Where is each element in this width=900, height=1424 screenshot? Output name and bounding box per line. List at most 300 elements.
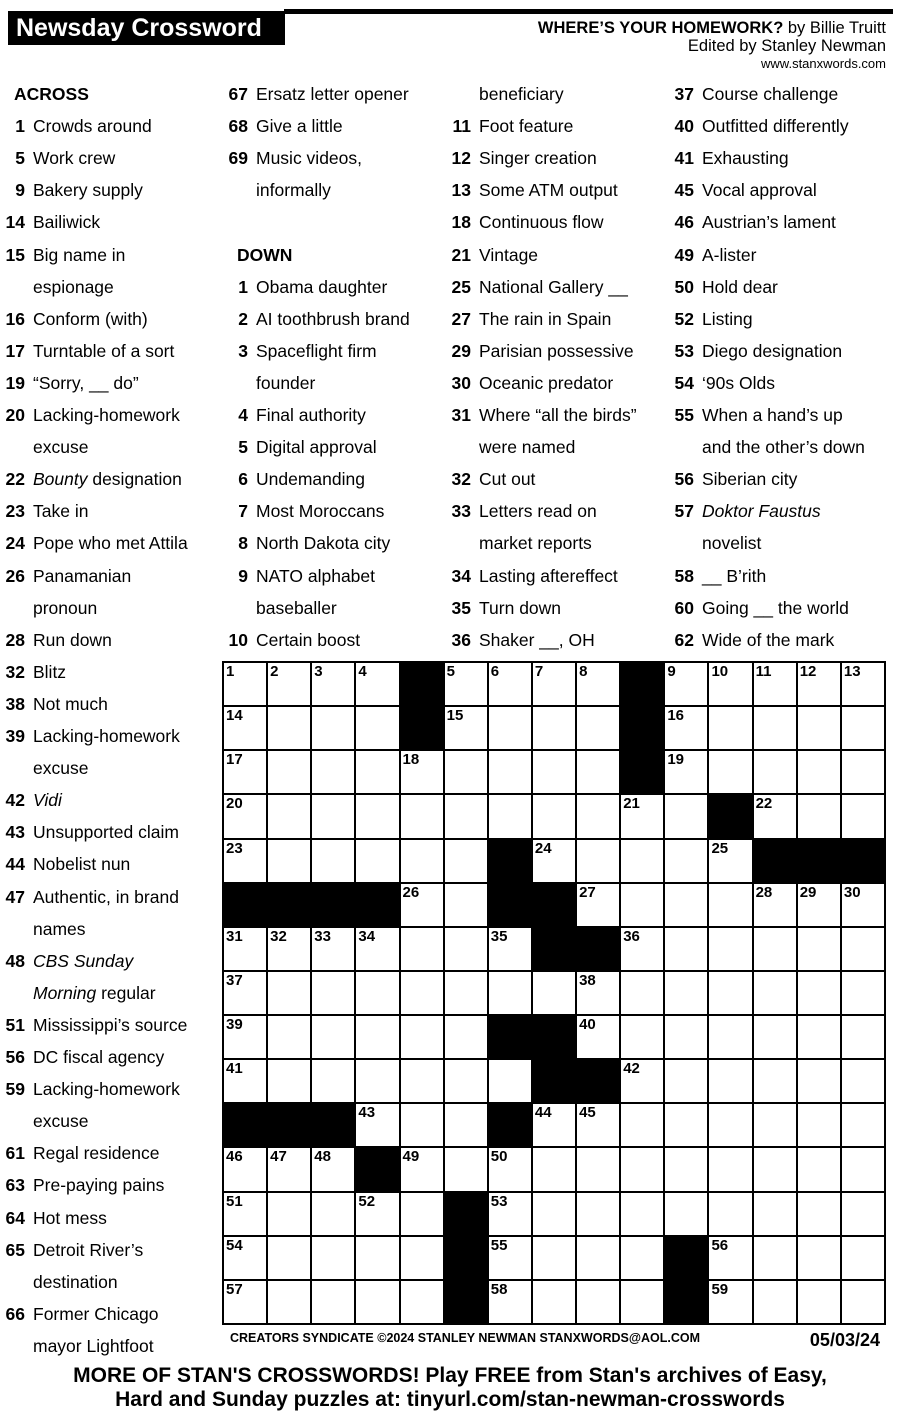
grid-cell[interactable] [842,795,884,837]
clue-number: 57 [674,501,694,522]
clue-text [479,598,561,618]
clue-number: 61 [5,1143,25,1164]
grid-cell[interactable] [356,1193,398,1235]
clue-text-plain: beneficiary [479,84,564,104]
clue-text [479,116,573,136]
clue-number: 9 [238,565,248,586]
grid-cell[interactable] [224,1281,266,1323]
grid-cell[interactable] [577,663,619,705]
grid-cell[interactable] [312,663,354,705]
grid-cell[interactable] [312,1281,354,1323]
grid-cell[interactable] [709,928,751,970]
grid-cell[interactable] [268,1281,310,1323]
grid-cell[interactable] [533,663,575,705]
grid-cell[interactable] [665,751,707,793]
grid-cell[interactable] [268,1237,310,1279]
grid-cell[interactable] [754,1281,796,1323]
grid-cell[interactable] [842,1016,884,1058]
grid-cell[interactable] [798,1193,840,1235]
grid-cell[interactable] [224,1193,266,1235]
clue-text-plain: Big name in [33,244,126,265]
grid-cell[interactable] [842,928,884,970]
grid-cell[interactable] [621,972,663,1014]
clue-text [33,1015,187,1035]
grid-cell[interactable] [709,1193,751,1235]
grid-cell[interactable] [577,840,619,882]
clue-number: 7 [238,501,248,522]
clue-text-italic: Morning [33,982,97,1003]
grid-cell[interactable] [489,972,531,1014]
grid-cell[interactable] [312,928,354,970]
grid-cell[interactable] [356,1281,398,1323]
clue-text [256,437,377,457]
grid-cell[interactable] [665,1193,707,1235]
grid-cell[interactable] [268,928,310,970]
clue-number: 11 [452,116,471,137]
grid-cell[interactable] [445,1016,487,1058]
clue-text-plain: Lacking-homework [33,726,180,746]
grid-cell[interactable] [401,795,443,837]
grid-cell[interactable] [798,1016,840,1058]
grid-cell[interactable] [356,840,398,882]
grid-cell-black [356,884,398,926]
grid-cell-black [798,840,840,882]
clue-number: 5 [238,437,248,458]
grid-cell[interactable] [312,1148,354,1190]
grid-cell-black [577,928,619,970]
cell-number: 51 [226,1192,243,1210]
cell-number: 37 [226,971,243,989]
grid-cell[interactable] [665,1148,707,1190]
grid-cell[interactable] [224,663,266,705]
clue-text-plain: The rain in Spain [479,308,612,329]
grid-cell[interactable] [754,1016,796,1058]
grid-cell[interactable] [798,1104,840,1146]
grid-cell[interactable] [533,707,575,749]
grid-cell[interactable] [312,1016,354,1058]
cell-number: 53 [490,1192,508,1210]
grid-cell[interactable] [842,1193,884,1235]
grid-cell[interactable] [445,1104,487,1146]
grid-cell[interactable] [489,1148,531,1190]
grid-cell[interactable] [754,663,796,705]
grid-cell[interactable] [798,751,840,793]
grid-cell[interactable] [401,972,443,1014]
grid-cell[interactable] [224,1237,266,1279]
grid-cell[interactable] [577,707,619,749]
grid-cell[interactable] [312,795,354,837]
clue-number: 32 [5,661,25,682]
clue-text-plain: National Gallery __ [479,276,628,297]
grid-cell[interactable] [356,663,398,705]
clue-number: 8 [238,533,248,554]
grid-cell[interactable] [709,840,751,882]
grid-cell[interactable] [709,972,751,1014]
grid-cell[interactable] [842,972,884,1014]
cell-number: 44 [534,1104,552,1122]
grid-cell[interactable] [754,795,796,837]
grid-cell[interactable] [533,972,575,1014]
grid-cell-black [621,707,663,749]
grid-cell[interactable] [621,928,663,970]
cell-number: 47 [270,1148,287,1166]
grid-cell[interactable] [621,1281,663,1323]
grid-cell[interactable] [842,884,884,926]
grid-cell[interactable] [754,1104,796,1146]
clue-text [33,1240,143,1260]
grid-cell[interactable] [356,707,398,749]
grid-cell[interactable] [577,972,619,1014]
grid-cell[interactable] [401,1104,443,1146]
grid-cell[interactable] [268,972,310,1014]
grid-cell[interactable] [401,928,443,970]
grid-cell[interactable] [798,707,840,749]
clue-text-plain: novelist [702,533,762,554]
clue-text [479,84,564,104]
grid-cell[interactable] [356,1016,398,1058]
grid-cell[interactable] [489,1060,531,1102]
grid-cell[interactable] [224,1148,266,1190]
grid-cell[interactable] [665,1016,707,1058]
section-heading: ACROSS [14,84,89,104]
grid-cell[interactable] [621,884,663,926]
clue-text [33,694,108,714]
grid-cell[interactable] [709,751,751,793]
clue-text-plain: Hold dear [702,276,778,297]
clue-text-plain: Turn down [479,597,562,618]
clue-text-plain: Continuous flow [479,212,604,233]
clue-text [702,501,821,521]
grid-cell-black [312,884,354,926]
clue-text-plain: Former Chicago [33,1303,159,1324]
grid-cell[interactable] [621,840,663,882]
clue-text [702,212,836,232]
clue-number: 16 [5,308,25,329]
grid-cell[interactable] [445,751,487,793]
grid-cell[interactable] [842,1237,884,1279]
grid-cell[interactable] [356,1104,398,1146]
grid-cell[interactable] [709,1237,751,1279]
clue-text-plain: When a hand’s up [702,405,843,425]
grid-cell[interactable] [577,751,619,793]
grid-cell[interactable] [798,884,840,926]
cell-number: 36 [623,927,640,945]
clue-number: 21 [451,244,471,265]
clue-section-heading [3,84,89,104]
grid-cell[interactable] [621,1148,663,1190]
grid-cell[interactable] [798,795,840,837]
grid-cell[interactable] [798,1281,840,1323]
grid-cell[interactable] [621,1193,663,1235]
clue-text [33,983,156,1003]
grid-cell[interactable] [798,1237,840,1279]
grid-cell[interactable] [356,795,398,837]
grid-cell[interactable] [754,1148,796,1190]
clue-text-plain: Course challenge [702,84,839,104]
grid-cell[interactable] [445,972,487,1014]
grid-cell[interactable] [709,707,751,749]
grid-cell[interactable] [224,972,266,1014]
grid-cell[interactable] [842,1104,884,1146]
cell-number: 24 [534,839,552,857]
clue-text [33,790,62,810]
grid-cell[interactable] [401,751,443,793]
grid-cell[interactable] [312,840,354,882]
grid-cell[interactable] [533,1237,575,1279]
grid-cell[interactable] [577,1104,619,1146]
clue-text-plain: North Dakota city [256,533,391,554]
grid-cell[interactable] [665,795,707,837]
clue-text [33,1143,159,1163]
grid-cell[interactable] [489,928,531,970]
grid-cell[interactable] [312,1237,354,1279]
grid-cell[interactable] [312,751,354,793]
grid-cell[interactable] [445,840,487,882]
grid-cell[interactable] [489,795,531,837]
grid-cell[interactable] [709,663,751,705]
cell-number: 6 [490,663,500,680]
clue-text [479,212,604,232]
grid-cell[interactable] [533,1193,575,1235]
grid-cell[interactable] [445,795,487,837]
grid-cell[interactable] [754,884,796,926]
grid-cell[interactable] [268,1016,310,1058]
clue-text-italic: Bounty [33,469,88,490]
clue-text-plain: Lacking-homework [33,1079,180,1100]
clue-number: 59 [5,1079,25,1100]
grid-cell[interactable] [665,663,707,705]
grid-cell[interactable] [356,1060,398,1102]
grid-cell[interactable] [445,663,487,705]
clue-number: 46 [674,212,694,233]
grid-cell[interactable] [401,1148,443,1190]
grid-cell[interactable] [621,795,663,837]
grid-cell[interactable] [842,707,884,749]
grid-cell[interactable] [533,840,575,882]
grid-cell[interactable] [533,1148,575,1190]
grid-cell[interactable] [401,1237,443,1279]
clue-text-plain: Not much [33,693,108,714]
grid-cell[interactable] [533,1281,575,1323]
promo-text-line-2[interactable]: Hard and Sunday puzzles at: tinyurl.com/stan-newman-crosswords [115,1388,785,1411]
grid-cell[interactable] [665,972,707,1014]
grid-cell[interactable] [401,840,443,882]
grid-cell[interactable] [224,928,266,970]
grid-cell[interactable] [577,884,619,926]
section-heading: DOWN [237,244,293,265]
grid-cell[interactable] [842,1281,884,1323]
grid-cell[interactable] [842,1148,884,1190]
grid-cell[interactable] [621,1104,663,1146]
clue-text [33,212,100,232]
grid-cell[interactable] [709,1016,751,1058]
grid-cell[interactable] [709,1104,751,1146]
grid-cell[interactable] [356,972,398,1014]
grid-cell[interactable] [268,1193,310,1235]
clue-text [256,277,387,297]
grid-cell[interactable] [842,1060,884,1102]
grid-cell[interactable] [577,795,619,837]
grid-cell[interactable] [577,1281,619,1323]
grid-cell[interactable] [665,1060,707,1102]
grid-cell[interactable] [798,928,840,970]
grid-cell[interactable] [577,1237,619,1279]
grid-cell[interactable] [356,1237,398,1279]
grid-cell[interactable] [401,1016,443,1058]
clue-number: 10 [228,629,248,650]
clue-number: 13 [451,180,471,201]
clue-text-plain: mayor Lightfoot [33,1335,154,1356]
grid-cell[interactable] [268,840,310,882]
grid-cell[interactable] [665,928,707,970]
clue-text [702,309,753,329]
grid-cell[interactable] [401,1193,443,1235]
clue-text-plain: Certain boost [256,629,361,650]
grid-cell[interactable] [665,1104,707,1146]
clue-text-plain: ‘90s Olds [702,372,775,393]
grid-cell[interactable] [754,751,796,793]
clue-number: 41 [674,148,694,169]
cell-number: 39 [226,1016,243,1034]
clue-number: 45 [674,180,694,201]
grid-cell[interactable] [356,751,398,793]
clue-text [33,630,112,650]
grid-cell[interactable] [621,1060,663,1102]
clue-text [702,469,797,489]
clue-text [479,437,575,457]
grid-cell[interactable] [709,1281,751,1323]
grid-cell[interactable] [621,1237,663,1279]
grid-cell[interactable] [401,884,443,926]
grid-cell[interactable] [533,1104,575,1146]
clue-text [702,341,842,361]
grid-cell-black [621,751,663,793]
grid-cell[interactable] [754,707,796,749]
grid-cell[interactable] [665,840,707,882]
grid-cell[interactable] [754,972,796,1014]
clue-text [33,1047,164,1067]
clue-number: 24 [5,533,25,554]
clue-number: 66 [5,1303,25,1324]
grid-cell[interactable] [754,1237,796,1279]
grid-cell[interactable] [754,928,796,970]
grid-cell-black [268,1104,310,1146]
clue-text-plain: espionage [33,276,114,297]
grid-cell[interactable] [489,751,531,793]
author: by Billie Truitt [783,19,886,37]
clue-text-plain: Bakery supply [33,180,143,201]
cell-number: 2 [270,663,279,680]
grid-cell[interactable] [577,1193,619,1235]
grid-cell[interactable] [798,1060,840,1102]
grid-cell[interactable] [312,1060,354,1102]
grid-cell[interactable] [224,1060,266,1102]
grid-cell[interactable] [577,1016,619,1058]
grid-cell[interactable] [665,707,707,749]
grid-cell[interactable] [489,663,531,705]
grid-cell[interactable] [621,1016,663,1058]
clue-text [33,598,97,618]
clue-text [33,822,179,842]
grid-cell[interactable] [268,1148,310,1190]
clue-text [702,277,778,297]
clue-number: 63 [5,1175,25,1196]
grid-cell[interactable] [798,663,840,705]
grid-cell[interactable] [445,884,487,926]
grid-cell[interactable] [401,1281,443,1323]
grid-cell[interactable] [489,1237,531,1279]
cell-number: 26 [402,883,420,901]
grid-cell[interactable] [224,751,266,793]
clue-text-plain: Detroit River’s [33,1239,144,1260]
grid-cell[interactable] [224,707,266,749]
grid-cell[interactable] [445,707,487,749]
website-link[interactable]: www.stanxwords.com [761,56,886,71]
grid-cell[interactable] [798,972,840,1014]
grid-cell-black [224,884,266,926]
grid-cell[interactable] [842,663,884,705]
grid-cell[interactable] [754,1060,796,1102]
grid-cell[interactable] [312,707,354,749]
grid-cell[interactable] [445,1060,487,1102]
grid-cell[interactable] [665,884,707,926]
grid-cell-black [533,928,575,970]
grid-cell[interactable] [489,707,531,749]
grid-cell[interactable] [312,1193,354,1235]
grid-cell-black [709,795,751,837]
clue-text-plain: Cut out [479,469,536,490]
cell-number: 33 [314,927,331,945]
grid-cell[interactable] [268,795,310,837]
clue-number: 1 [238,276,248,297]
grid-cell[interactable] [268,707,310,749]
grid-cell[interactable] [445,1148,487,1190]
grid-cell[interactable] [709,884,751,926]
grid-cell[interactable] [312,972,354,1014]
grid-cell[interactable] [798,1148,840,1190]
grid-cell[interactable] [356,928,398,970]
grid-cell[interactable] [533,795,575,837]
clue-number: 55 [674,405,694,425]
clue-text-plain: Siberian city [702,469,798,490]
grid-cell[interactable] [268,1060,310,1102]
grid-cell[interactable] [533,751,575,793]
grid-cell[interactable] [224,1016,266,1058]
grid-cell[interactable] [224,795,266,837]
cell-number: 25 [711,839,729,857]
cell-number: 57 [226,1280,243,1298]
grid-cell[interactable] [709,1060,751,1102]
clue-text-plain: excuse [33,437,89,458]
grid-cell[interactable] [754,1193,796,1235]
grid-cell[interactable] [401,1060,443,1102]
clue-number: 23 [5,501,25,522]
grid-cell[interactable] [224,840,266,882]
grid-cell[interactable] [709,1148,751,1190]
grid-cell[interactable] [577,1148,619,1190]
grid-cell[interactable] [489,1193,531,1235]
clue-text [256,501,384,521]
grid-cell-black [489,884,531,926]
grid-cell[interactable] [268,751,310,793]
grid-cell[interactable] [489,1281,531,1323]
clue-number: 67 [228,84,248,104]
grid-cell[interactable] [842,751,884,793]
clue-text [256,598,337,618]
grid-cell[interactable] [445,928,487,970]
clue-number: 31 [451,405,471,425]
grid-cell[interactable] [268,663,310,705]
